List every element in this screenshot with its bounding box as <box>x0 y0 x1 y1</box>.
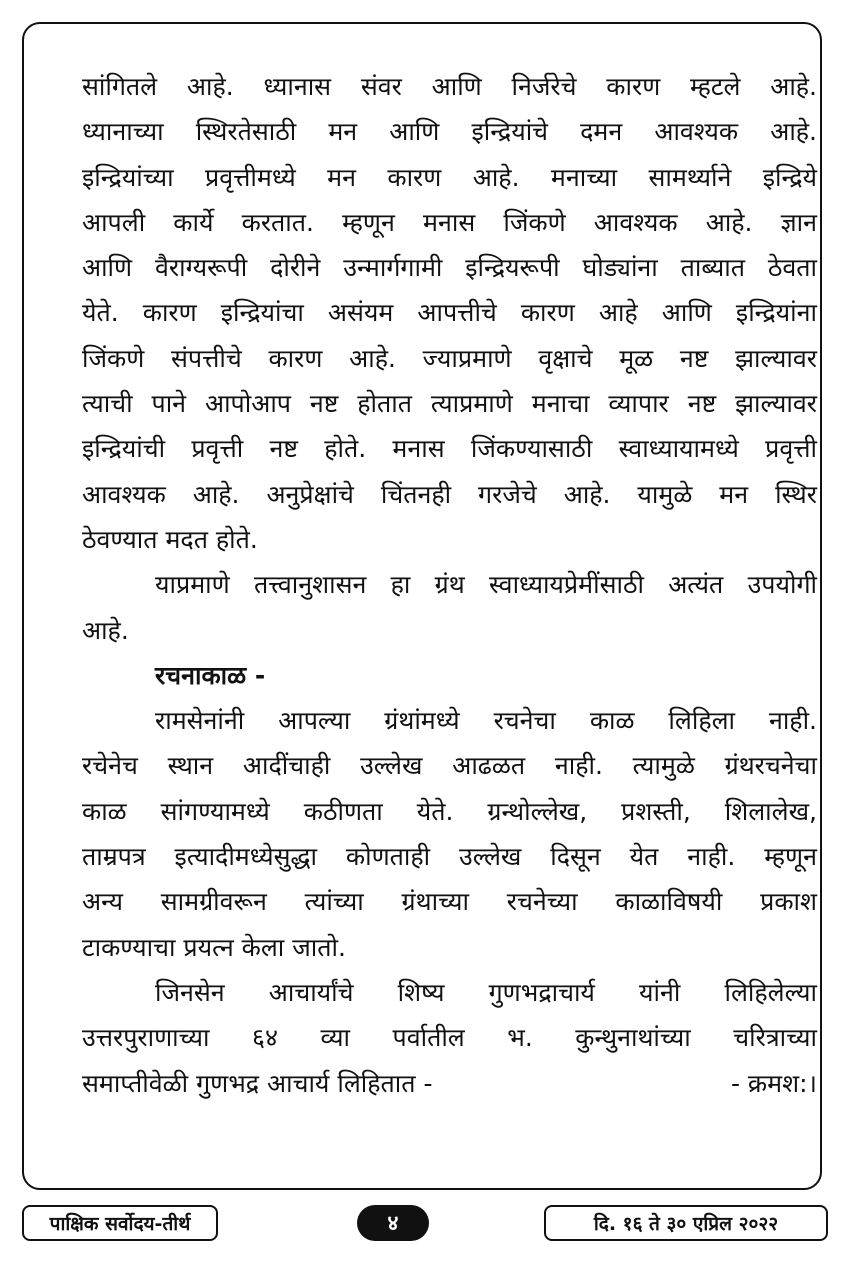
body-line: आहे. <box>82 615 129 645</box>
body-line: जिनसेन आचार्यांचे शिष्य गुणभद्राचार्य यांनी लिहिलेल्या <box>155 977 817 1007</box>
section-heading: रचनाकाळ - <box>155 660 266 690</box>
continued-marker: - क्रमश:। <box>730 1068 817 1098</box>
body-line: इन्द्रियांच्या प्रवृत्तीमध्ये मन कारण आहे. मनाच्या सामर्थ्याने इन्द्रिये <box>82 162 817 192</box>
body-line: ठेवण्यात मदत होते. <box>82 524 258 554</box>
body-line: याप्रमाणे तत्त्वानुशासन हा ग्रंथ स्वाध्यायप्रेमींसाठी अत्यंत उपयोगी <box>155 570 817 600</box>
page-content <box>82 64 817 1106</box>
body-line: उत्तरपुराणाच्या ६४ व्या पर्वातील भ. कुन्थुनाथांच्या चरित्राच्या <box>82 1023 817 1053</box>
body-line: त्याची पाने आपोआप नष्ट होतात त्याप्रमाणे मनाचा व्यापार नष्ट झाल्यावर <box>82 389 817 419</box>
body-line: आणि वैराग्यरूपी दोरीने उन्मार्गगामी इन्द्रियरूपी घोड्यांना ताब्यात ठेवता <box>82 253 817 283</box>
body-line: इन्द्रियांची प्रवृत्ती नष्ट होते. मनास जिंकण्यासाठी स्वाध्यायामध्ये प्रवृत्ती <box>82 434 817 464</box>
page-number: ४ <box>357 1205 429 1241</box>
body-line <box>82 1061 817 1106</box>
body-line: ताम्रपत्र इत्यादीमध्येसुद्धा कोणताही उल्लेख दिसून येत नाही. म्हणून <box>82 842 817 872</box>
last-line-text: समाप्तीवेळी गुणभद्र आचार्य लिहितात - <box>82 1068 433 1098</box>
body-line: आवश्यक आहे. अनुप्रेक्षांचे चिंतनही गरजेचे आहे. यामुळे मन स्थिर <box>82 479 817 509</box>
body-line: टाकण्याचा प्रयत्न केला जातो. <box>82 932 346 962</box>
body-line: सांगितले आहे. ध्यानास संवर आणि निर्जरेचे कारण म्हटले आहे. <box>82 72 817 101</box>
body-line: अन्य सामग्रीवरून त्यांच्या ग्रंथाच्या रचनेच्या काळाविषयी प्रकाश <box>82 887 817 917</box>
body-line: काळ सांगण्यामध्ये कठीणता येते. ग्रन्थोल्लेख, प्रशस्ती, शिलालेख, <box>82 796 817 826</box>
body-line: आपली कार्ये करतात. म्हणून मनास जिंकणे आवश्यक आहे. ज्ञान <box>82 207 817 237</box>
issue-date: दि. १६ ते ३० एप्रिल २०२२ <box>544 1205 828 1241</box>
body-line: येते. कारण इन्द्रियांचा असंयम आपत्तीचे कारण आहे आणि इन्द्रियांना <box>82 298 817 328</box>
body-line: रामसेनांनी आपल्या ग्रंथांमध्ये रचनेचा काळ लिहिला नाही. <box>155 706 817 736</box>
body-line: ध्यानाच्या स्थिरतेसाठी मन आणि इन्द्रियांचे दमन आवश्यक आहे. <box>82 117 817 147</box>
page-frame <box>22 22 822 1190</box>
body-line: जिंकणे संपत्तीचे कारण आहे. ज्याप्रमाणे वृक्षाचे मूळ नष्ट झाल्यावर <box>82 343 817 373</box>
publication-name: पाक्षिक सर्वोदय-तीर्थ <box>22 1205 218 1241</box>
body-line: रचेनेच स्थान आदींचाही उल्लेख आढळत नाही. त्यामुळे ग्रंथरचनेचा <box>82 751 817 781</box>
